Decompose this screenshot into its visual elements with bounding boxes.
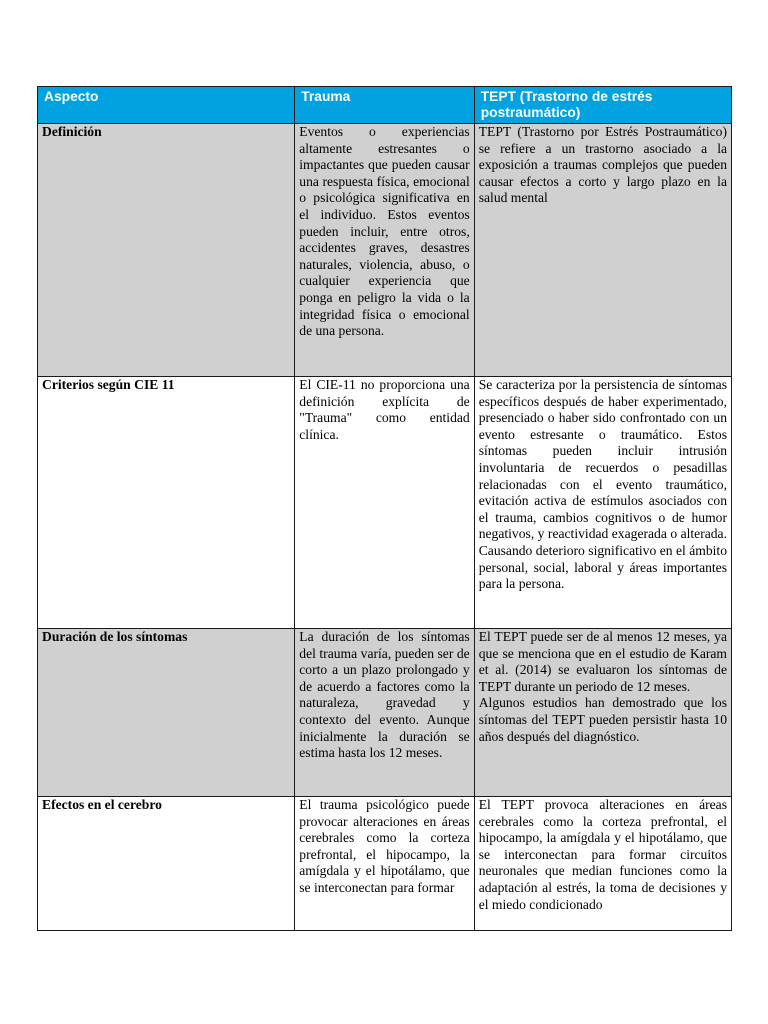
- tept-cell: El TEPT provoca alteraciones en áreas cerebrales como la corteza prefrontal, el hipocampo, la amígdala y el hipotálamo, que se interconectan para formar circuitos neuronales que median funciones como la adaptación al estrés, la toma de decisiones y el miedo condicionado: [474, 797, 731, 931]
- tept-paragraph: El TEPT puede ser de al menos 12 meses, ya que se menciona que en el estudio de Karam et al. (2014) se evaluaron los síntomas de TEPT durante un periodo de 12 meses.: [478, 629, 727, 694]
- header-trauma: Trauma: [295, 87, 474, 124]
- aspect-cell: Efectos en el cerebro: [38, 797, 295, 931]
- tept-paragraph: Algunos estudios han demostrado que los síntomas del TEPT pueden persistir hasta 10 años después del diagnóstico.: [478, 695, 727, 744]
- trauma-cell: La duración de los síntomas del trauma varía, pueden ser de corto a un plazo prolongado y de acuerdo a factores como la naturaleza, gravedad y contexto del evento. Aunque inicialmente la duración se estima hasta los 12 meses.: [295, 629, 474, 797]
- aspect-cell: Duración de los síntomas: [38, 629, 295, 797]
- aspect-cell: Criterios según CIE 11: [38, 377, 295, 629]
- table-header-row: [38, 87, 732, 124]
- trauma-cell: El CIE-11 no proporciona una definición explícita de "Trauma" como entidad clínica.: [295, 377, 474, 629]
- trauma-cell: Eventos o experiencias altamente estresantes o impactantes que pueden causar una respuesta física, emocional o psicológica significativa en el individuo. Estos eventos pueden incluir, entre otros, accidentes graves, desastres naturales, violencia, abuso, o cualquier experiencia que ponga en peligro la vida o la integridad física o emocional de una persona.: [295, 124, 474, 377]
- trauma-text: El trauma psicológico puede provocar alteraciones en áreas cerebrales como la corteza prefrontal, el hipocampo, la amígdala y el hipotálamo, que se interconectan para formar: [299, 797, 470, 895]
- tept-cell: [474, 629, 731, 797]
- header-aspecto: Aspecto: [38, 87, 295, 124]
- header-tept: TEPT (Trastorno de estrés postraumático): [474, 87, 731, 124]
- comparison-table: [37, 86, 732, 931]
- aspect-cell: Definición: [38, 124, 295, 377]
- table-row-definicion: [38, 124, 732, 377]
- tept-cell: Se caracteriza por la persistencia de síntomas específicos después de haber experimentado, presenciado o haber sido confrontado con un evento estresante o traumático. Estos síntomas pueden incluir intrusión involuntaria de recuerdos o pesadillas relacionadas con el evento traumático, evitación activa de estímulos asociados con el trauma, cambios cognitivos o de humor negativos, y reactividad exagerada o alterada. Causando deterioro significativo en el ámbito personal, social, laboral y áreas importantes para la persona.: [474, 377, 731, 629]
- trauma-cell: [295, 797, 474, 931]
- table-row-duracion: [38, 629, 732, 797]
- tept-cell: TEPT (Trastorno por Estrés Postraumático) se refiere a un trastorno asociado a la exposición a traumas complejos que pueden causar efectos a corto y largo plazo en la salud mental: [474, 124, 731, 377]
- table-row-criterios: [38, 377, 732, 629]
- table-row-efectos: [38, 797, 732, 931]
